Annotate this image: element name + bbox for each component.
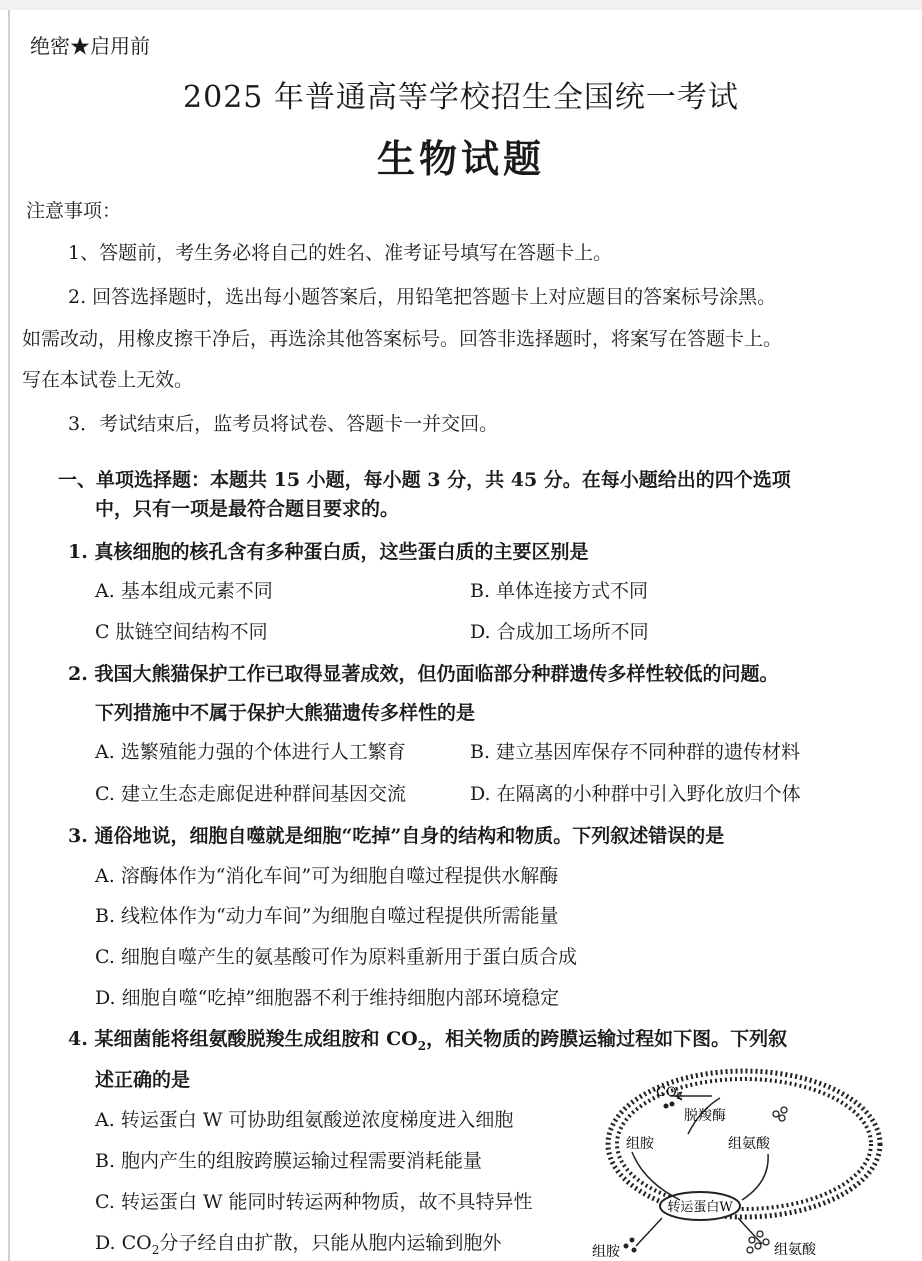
question-2-option-b: B. 建立基因库保存不同种群的遗传材料 [470,741,801,763]
question-2-option-a: A. 选繁殖能力强的个体进行人工繁育 [95,741,406,763]
section-heading-line-2: 中，只有一项是最符合题目要求的。 [95,498,400,520]
co2-sub: 2 [676,1092,683,1102]
co2-base: CO [656,1085,677,1100]
question-2-stem-line-2: 下列措施中不属于保护大熊猫遗传多样性的是 [95,702,476,724]
question-4-stem-post: ，相关物质的跨膜运输过程如下图。下列叙 [426,1028,788,1050]
question-3-option-b: B. 线粒体作为“动力车间”为细胞自噬过程提供所需能量 [95,905,559,927]
question-3-option-a: A. 溶酶体作为“消化车间”可为细胞自噬过程提供水解酶 [95,865,559,887]
transporter-w-label: 转运蛋白W [667,1200,733,1215]
bacteria-transport-diagram [592,1062,912,1261]
co2-label [656,1085,682,1102]
histidine-outside-molecule-1 [749,1237,755,1243]
enzyme-label: 脱羧酶 [684,1108,726,1124]
question-1-option-a: A. 基本组成元素不同 [95,580,273,602]
question-4-option-d-pre: D. CO [95,1232,152,1254]
question-1-option-d: D. 合成加工场所不同 [470,621,649,643]
note-item-2-line-1: 2. 回答选择题时，选出每小题答案后，用铅笔把答题卡上对应题目的答案标号涂黑。 [68,286,777,308]
histidine-inside-molecule-3 [779,1115,785,1121]
note-item-3: 3．考试结束后，监考员将试卷、答题卡一并交回。 [68,413,499,435]
note-item-2-line-3: 写在本试卷上无效。 [22,369,194,391]
question-4-option-a: A. 转运蛋白 W 可协助组氨酸逆浓度梯度进入细胞 [95,1109,514,1131]
histamine-outside-molecule-1 [624,1244,629,1249]
histamine-inside-label: 组胺 [626,1136,654,1152]
section-heading-line-1: 一、单项选择题：本题共 15 小题，每小题 3 分，共 45 分。在每小题给出的四个选项 [58,469,791,491]
histidine-outside-molecule-3 [755,1243,761,1249]
histidine-inside-molecule-1 [773,1111,779,1117]
exam-title: 2025 年普通高等学校招生全国统一考试 [183,80,739,115]
histidine-outside-molecule-2 [757,1231,763,1237]
secret-label: 绝密★启用前 [30,34,150,58]
arrow-histidine-in [742,1154,768,1200]
histidine-inside-molecule-2 [781,1107,787,1113]
question-4-stem-line-1 [68,1024,787,1053]
note-item-2-line-2: 如需改动，用橡皮擦干净后，再选涂其他答案标号。回答非选择题时，将案写在答题卡上。 [22,328,783,350]
histamine-outside-molecule-3 [632,1248,637,1253]
question-4-option-d-sub: 2 [151,1242,160,1257]
question-1-option-c: C 肽链空间结构不同 [95,621,268,643]
question-4-option-d [95,1228,501,1257]
histidine-inside-label: 组氨酸 [728,1136,770,1152]
question-4-stem-sub: 2 [417,1038,427,1053]
question-2-stem-line-1: 2. 我国大熊猫保护工作已取得显著成效，但仍面临部分种群遗传多样性较低的问题。 [68,663,779,685]
question-4-stem-pre: 4. 某细菌能将组氨酸脱羧生成组胺和 CO [68,1028,418,1050]
histidine-outside-label: 组氨酸 [774,1242,816,1258]
question-3-option-c: C. 细胞自噬产生的氨基酸可作为原料重新用于蛋白质合成 [95,946,577,968]
page-left-edge [8,10,10,1261]
question-2-option-d: D. 在隔离的小种群中引入野化放归个体 [470,783,801,805]
question-4-option-d-post: 分子经自由扩散，只能从胞内运输到胞外 [159,1232,502,1254]
question-1-stem: 1. 真核细胞的核孔含有多种蛋白质，这些蛋白质的主要区别是 [68,541,589,563]
co2-molecule-1 [664,1104,669,1109]
histidine-outside-molecule-4 [763,1239,769,1245]
arrow-to-outside-histamine [636,1218,662,1246]
top-bar [0,0,922,10]
question-1-option-b: B. 单体连接方式不同 [470,580,649,602]
question-3-stem: 3. 通俗地说，细胞自噬就是细胞“吃掉”自身的结构和物质。下列叙述错误的是 [68,825,725,847]
question-4-option-b: B. 胞内产生的组胺跨膜运输过程需要消耗能量 [95,1150,483,1172]
question-4-stem-line-2: 述正确的是 [95,1069,191,1091]
histidine-outside-molecule-5 [747,1247,753,1253]
question-3-option-d: D. 细胞自噬“吃掉”细胞器不利于维持细胞内部环境稳定 [95,987,560,1009]
histamine-outside-molecule-2 [630,1238,635,1243]
note-item-1: 1、答题前，考生务必将自己的姓名、准考证号填写在答题卡上。 [68,242,613,264]
histamine-outside-label: 组胺 [592,1244,620,1260]
question-4-option-c: C. 转运蛋白 W 能同时转运两种物质，故不具特异性 [95,1191,533,1213]
subject-title: 生物试题 [376,136,545,181]
notes-heading: 注意事项： [26,200,122,222]
question-2-option-c: C. 建立生态走廊促进种群间基因交流 [95,783,406,805]
co2-molecule-2 [670,1102,675,1107]
